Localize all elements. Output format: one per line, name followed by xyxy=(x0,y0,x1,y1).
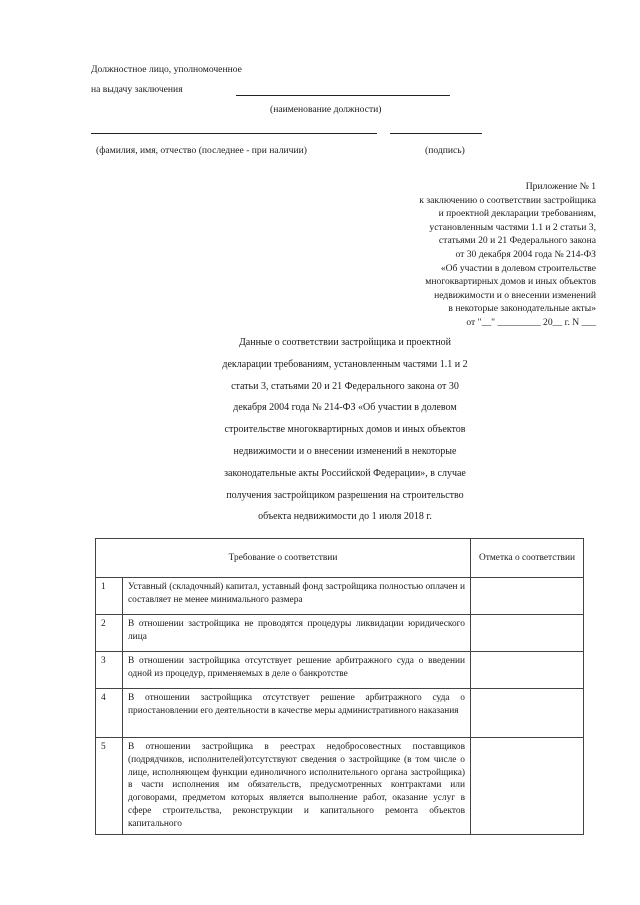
table-row xyxy=(96,652,584,689)
appendix-line: к заключению о соответствии застройщика xyxy=(419,194,596,206)
appendix-line: многоквартирных домов и иных объектов xyxy=(425,276,596,288)
appendix-line: «Об участии в долевом строительстве xyxy=(440,262,596,274)
document-title xyxy=(195,332,495,528)
title-line: недвижимости и о внесении изменений в некоторые xyxy=(233,445,457,457)
position-blank-line xyxy=(236,95,450,96)
title-line: получения застройщиком разрешения на строительство xyxy=(226,489,464,501)
row-number: 4 xyxy=(96,689,123,738)
fio-blank-line xyxy=(91,133,377,134)
row-requirement: В отношении застройщика в реестрах недобросовестных поставщиков (подрядчиков, исполнителей)отсутствуют сведения о застройщике (в том числе о лице, исполняющем функции единоличного исполнительного органа застройщика) в части исполнения им обязательств, предусмотренных контрактами или договорами, предметом которых является выполнение работ, оказание услуг в сфере строительства, реконструкции и капитального ремонта объектов капитального xyxy=(123,738,471,835)
mark-header: Отметка о соответствии xyxy=(471,539,584,578)
signature-blank-line xyxy=(390,133,482,134)
title-line: декабря 2004 года № 214-ФЗ «Об участии в долевом xyxy=(233,402,457,414)
appendix-line: Приложение № 1 xyxy=(525,181,596,192)
position-caption: (наименование должности) xyxy=(270,104,382,115)
appendix-line: недвижимости и о внесении изменений xyxy=(434,289,596,301)
appendix-line: и проектной декларации требованиям, xyxy=(438,208,596,220)
requirement-header: Требование о соответствии xyxy=(96,539,471,578)
table-header-row xyxy=(96,539,584,578)
row-mark[interactable] xyxy=(471,578,584,615)
row-requirement: Уставный (складочный) капитал, уставный фонд застройщика полностью оплачен и составляет не менее минимального размера xyxy=(123,578,471,615)
table-row xyxy=(96,578,584,615)
appendix-line: статьями 20 и 21 Федерального закона xyxy=(438,235,596,247)
signature-caption: (подпись) xyxy=(425,145,465,156)
requirements-table xyxy=(95,538,584,835)
appendix-line: от 30 декабря 2004 года № 214-ФЗ xyxy=(455,248,596,260)
table-row xyxy=(96,615,584,652)
appendix-line: в некоторые законодательные акты» xyxy=(448,303,596,315)
title-line: декларации требованиям, установленным частями 1.1 и 2 xyxy=(222,358,468,370)
title-line: Данные о соответствии застройщика и проектной xyxy=(238,337,452,348)
row-mark[interactable] xyxy=(471,615,584,652)
fio-caption: (фамилия, имя, отчество (последнее - при наличии) xyxy=(96,145,307,156)
row-mark[interactable] xyxy=(471,652,584,689)
row-requirement: В отношении застройщика не проводятся процедуры ликвидации юридического лица xyxy=(123,615,471,652)
appendix-block xyxy=(336,180,596,330)
title-line: законодательные акты Российской Федерации», в случае xyxy=(224,467,466,479)
official-label-line1: Должностное лицо, уполномоченное xyxy=(91,64,242,75)
title-line: строительстве многоквартирных домов и иных объектов xyxy=(224,424,466,436)
appendix-line: от "__" _________ 20__ г. N ___ xyxy=(466,316,596,328)
appendix-line: установленным частями 1.1 и 2 статьи 3, xyxy=(429,221,596,233)
row-number: 5 xyxy=(96,738,123,835)
title-line: объекта недвижимости до 1 июля 2018 г. xyxy=(258,511,432,523)
title-line: статьи 3, статьями 20 и 21 Федерального закона от 30 xyxy=(231,380,459,392)
row-number: 1 xyxy=(96,578,123,615)
official-label-line2: на выдачу заключения xyxy=(91,84,183,95)
row-requirement: В отношении застройщика отсутствует решение арбитражного суда о приостановлении его деятельности в качестве меры административного наказания xyxy=(123,689,471,738)
row-requirement: В отношении застройщика отсутствует решение арбитражного суда о введении одной из процедур, применяемых в деле о банкротстве xyxy=(123,652,471,689)
table-row xyxy=(96,689,584,738)
row-number: 2 xyxy=(96,615,123,652)
table-row xyxy=(96,738,584,835)
row-mark[interactable] xyxy=(471,738,584,835)
row-number: 3 xyxy=(96,652,123,689)
row-mark[interactable] xyxy=(471,689,584,738)
